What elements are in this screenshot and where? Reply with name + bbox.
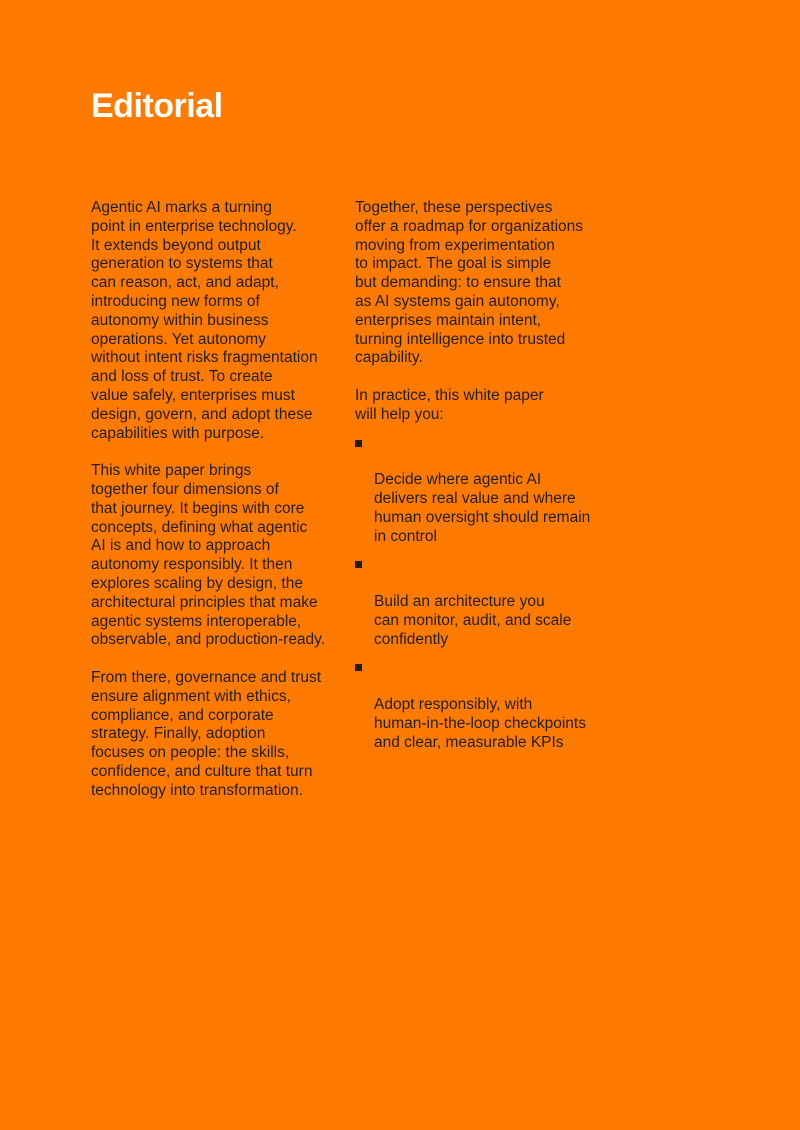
- paragraph: Agentic AI marks a turning point in enterprise technology. It extends beyond output generation to systems that can reason, act, and adapt, introducing new forms of autonomy within business operations. Yet autonomy without intent risks fragmentation and loss of trust. To create value safely, enterprises must design, govern, and adopt these capabilities with purpose.: [91, 199, 318, 442]
- list-item: [355, 434, 605, 547]
- list-item: [355, 555, 605, 649]
- square-bullet-icon: [355, 440, 362, 447]
- left-column: [91, 199, 341, 819]
- right-column: [355, 199, 605, 761]
- benefits-list: [355, 434, 605, 753]
- paragraph: In practice, this white paper will help you:: [355, 386, 544, 423]
- square-bullet-icon: [355, 664, 362, 671]
- paragraph: From there, governance and trust ensure alignment with ethics, compliance, and corporate strategy. Finally, adoption focuses on people: the skills, confidence, and culture that turn technology into transformation.: [91, 668, 322, 799]
- paragraph: This white paper brings together four dimensions of that journey. It begins with core concepts, defining what agentic AI is and how to approach autonomy responsibly. It then explores scaling by design, the architectural principles that make agentic systems interoperable, observable, and production-ready.: [91, 462, 326, 649]
- paragraph: Together, these perspectives offer a roadmap for organizations moving from experimentation to impact. The goal is simple but demanding: to ensure that as AI systems gain autonomy, enterprises maintain intent, turning intelligence into trusted capability.: [355, 199, 584, 367]
- list-item: [355, 658, 605, 752]
- list-item-text: Adopt responsibly, with human-in-the-loop checkpoints and clear, measurable KPIs: [374, 695, 586, 751]
- list-item-text: Build an architecture you can monitor, audit, and scale confidently: [374, 592, 572, 648]
- list-item-text: Decide where agentic AI delivers real value and where human oversight should remain in control: [374, 471, 591, 545]
- page-title: Editorial: [91, 87, 223, 125]
- square-bullet-icon: [355, 561, 362, 568]
